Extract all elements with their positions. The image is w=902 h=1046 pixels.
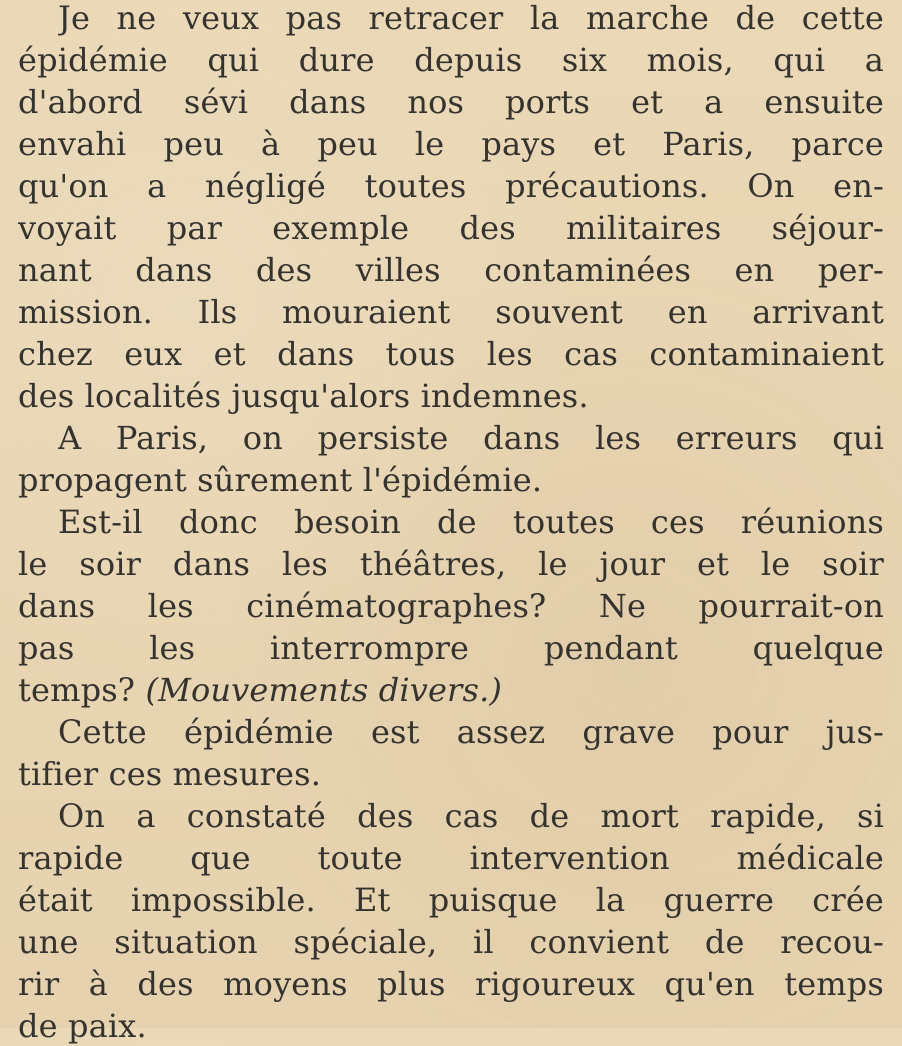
paragraph-1-line-8: mission. Ils mouraient souvent en arrivant [18,293,884,331]
paragraph-3-line-5-text: temps? [18,671,136,709]
paragraph-4-line-1: Cette épidémie est assez grave pour jus- [58,713,884,751]
paragraph-3-line-4: pas les interrompre pendant quelque [18,629,884,667]
paragraph-1-line-7: nant dans des villes contaminées en per- [18,251,884,289]
paragraph-1-line-10: des localités jusqu'alors indemnes. [18,377,589,415]
italic-note: (Mouvements divers.) [145,671,503,709]
paragraph-3-line-3: dans les cinématographes? Ne pourrait-on [18,587,884,625]
paragraph-5-line-4: une situation spéciale, il convient de recou- [18,923,884,961]
paragraph-1-line-5: qu'on a négligé toutes précautions. On en- [18,167,884,205]
paragraph-3-line-5 [18,670,884,710]
paragraph-4-line-2: tifier ces mesures. [18,755,322,793]
paragraph-1-line-4: envahi peu à peu le pays et Paris, parce [18,125,884,163]
paragraph-5-line-1: On a constaté des cas de mort rapide, si [58,797,884,835]
paragraph-1-line-1: Je ne veux pas retracer la marche de cette [58,0,884,37]
paragraph-1-line-6: voyait par exemple des militaires séjour- [18,209,884,247]
paragraph-3-line-1: Est-il donc besoin de toutes ces réunions [58,503,884,541]
paragraph-3-line-2: le soir dans les théâtres, le jour et le soir [18,545,884,583]
paragraph-2-line-2: propagent sûrement l'épidémie. [18,461,543,499]
paragraph-2-line-1: A Paris, on persiste dans les erreurs qui [58,419,884,457]
paragraph-1-line-2: épidémie qui dure depuis six mois, qui a [18,41,884,79]
paragraph-1-line-3: d'abord sévi dans nos ports et a ensuite [18,83,884,121]
paragraph-5-line-6: de paix. [18,1007,147,1045]
paragraph-1-line-9: chez eux et dans tous les cas contaminaient [18,335,884,373]
paragraph-5-line-3: était impossible. Et puisque la guerre crée [18,881,884,919]
paragraph-5-line-5: rir à des moyens plus rigoureux qu'en temps [18,965,884,1003]
paragraph-5-line-2: rapide que toute intervention médicale [18,839,884,877]
